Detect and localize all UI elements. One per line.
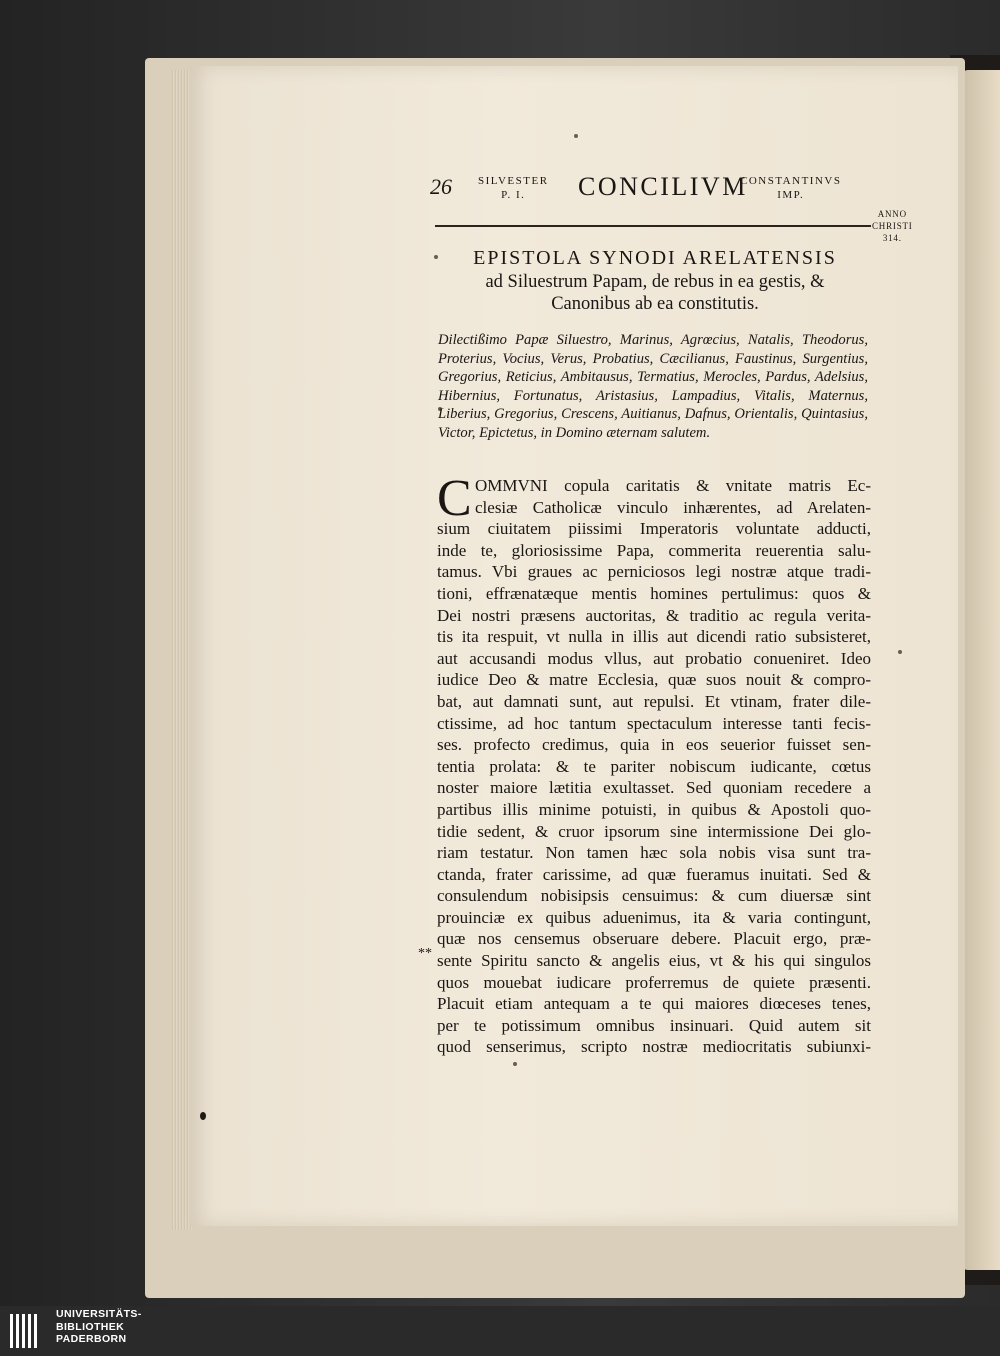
emperor-name: CONSTANTINVS: [740, 175, 842, 187]
body-line: aut accusandi modus vllus, aut probatio conueniret. Ideo: [437, 648, 871, 668]
emperor-heading: [740, 174, 841, 202]
body-line: quos mouebat iudicare proferremus de quiete præsenti.: [437, 972, 871, 992]
margin-asterisks: **: [418, 946, 432, 961]
body-line: per te potissimum omnibus insinuari. Quid autem sit: [437, 1015, 871, 1035]
library-logo-icon: [10, 1314, 48, 1348]
drop-capital: C: [437, 470, 472, 527]
body-line: iudice Deo & matre Ecclesia, quæ suos nouit & compro-: [437, 670, 871, 690]
margin-anno: ANNO: [877, 209, 907, 219]
page-speck: [574, 134, 578, 138]
library-footer: [0, 1306, 1000, 1356]
body-line: partibus illis minime potuisti, in quibus & Apostoli quo-: [437, 799, 871, 819]
page-speck: [898, 650, 902, 654]
library-name-line3: PADERBORN: [56, 1333, 127, 1345]
pope-heading: [478, 174, 549, 202]
running-title: CONCILIVM: [578, 172, 748, 201]
body-line: clesiæ Catholicæ vinculo inhærentes, ad Arelaten-: [475, 497, 871, 517]
page-stack-edges: [172, 70, 192, 1230]
body-line: sente Spiritu sancto & angelis eius, vt & his qui singulos: [437, 951, 871, 971]
body-line: ctissime, ad hoc tantum spectaculum interesse tanti fecis-: [437, 713, 871, 733]
library-name-line1: UNIVERSITÄTS-: [56, 1308, 142, 1320]
body-line: bat, aut damnati sunt, aut repulsi. Et vtinam, frater dile-: [437, 691, 871, 711]
body-text: [437, 470, 871, 1058]
epistle-title-line3: Canonibus ab ea constitutis.: [551, 294, 759, 314]
body-line: ctanda, frater carissime, ad quæ fueramus inuitati. Sed &: [437, 864, 871, 884]
page-speck: [513, 1062, 517, 1066]
epistle-title-line1: EPISTOLA SYNODI ARELATENSIS: [473, 247, 837, 269]
library-name: [56, 1308, 142, 1346]
body-line: quæ nos censemus obseruare debere. Placuit ergo, præ-: [437, 929, 871, 949]
body-line: tioni, effrænatæque mentis homines pertulimus: quos &: [437, 583, 871, 603]
body-line: tentia prolata: & te pariter nobiscum iudicante, cœtus: [437, 756, 871, 776]
facing-page-edge: [962, 70, 1000, 1270]
margin-year-note: [872, 208, 913, 244]
salutation-paragraph: Dilectißimo Papæ Siluestro, Marinus, Agrœcius, Natalis, Theodorus, Proterius, Vocius, Verus, Probatius, Cæcilianus, Faustinus, Surgentius, Gregorius, Reticius, Ambitausus, Termatius, Merocles, Pardus, Adelsius, Hibernius, Fortunatus, Aristasius, Lampadius, Vitalis, Maternus, Liberius, Gregorius, Crescens, Auitianus, Dafnus, Orientalis, Quintasius, Victor, Epictetus, in Domino æternam salutem.: [438, 332, 868, 441]
pope-numeral: P. I.: [501, 189, 526, 201]
body-line: prouinciæ ex quibus aduenimus, ita & varia contingunt,: [437, 907, 871, 927]
emperor-title: IMP.: [777, 189, 805, 201]
margin-christi: CHRISTI: [872, 221, 913, 231]
body-line: noster maiore lætitia exultasset. Sed quoniam recedere a: [437, 778, 871, 798]
epistle-title-line2: ad Siluestrum Papam, de rebus in ea gestis, &: [485, 272, 825, 292]
body-line: consulendum nobisipsis censuimus: & cum diuersæ sint: [437, 886, 871, 906]
body-line: riam testatur. Non tamen hæc sola nobis visa sunt tra-: [437, 843, 871, 863]
body-line: tidie sedent, & cruor ipsorum sine intermissione Dei glo-: [437, 821, 871, 841]
body-line: tis ita respuit, vt nulla in illis aut dicendi ratio subsisteret,: [437, 627, 871, 647]
library-name-line2: BIBLIOTHEK: [56, 1320, 125, 1333]
body-line: quod senserimus, scripto nostræ mediocritatis subiunxi-: [437, 1037, 871, 1057]
header-rule: [435, 225, 871, 227]
body-line: Dei nostri præsens auctoritas, & traditio ac regula verita-: [437, 605, 871, 625]
pope-name: SILVESTER: [478, 175, 549, 187]
body-line: tamus. Vbi graues ac perniciosos legi nostræ atque tradi-: [437, 562, 871, 582]
running-header: [430, 170, 870, 210]
body-lines: [437, 470, 871, 1058]
body-line: Placuit etiam antequam a te qui maiores diœceses tenes,: [437, 994, 871, 1014]
body-line: OMMVNI copula caritatis & vnitate matris Ec-: [475, 476, 871, 495]
page-number: 26: [430, 174, 452, 199]
body-line: sium ciuitatem piissimi Imperatoris voluntate adducti,: [437, 519, 871, 539]
page-speck: [200, 1112, 206, 1120]
body-line: ses. profecto credimus, quia in eos seuerior fuisset sen-: [437, 735, 871, 755]
epistle-title: [435, 245, 875, 315]
body-line: inde te, gloriosissime Papa, commerita reuerentia salu-: [437, 540, 871, 560]
margin-year: 314.: [882, 233, 902, 243]
